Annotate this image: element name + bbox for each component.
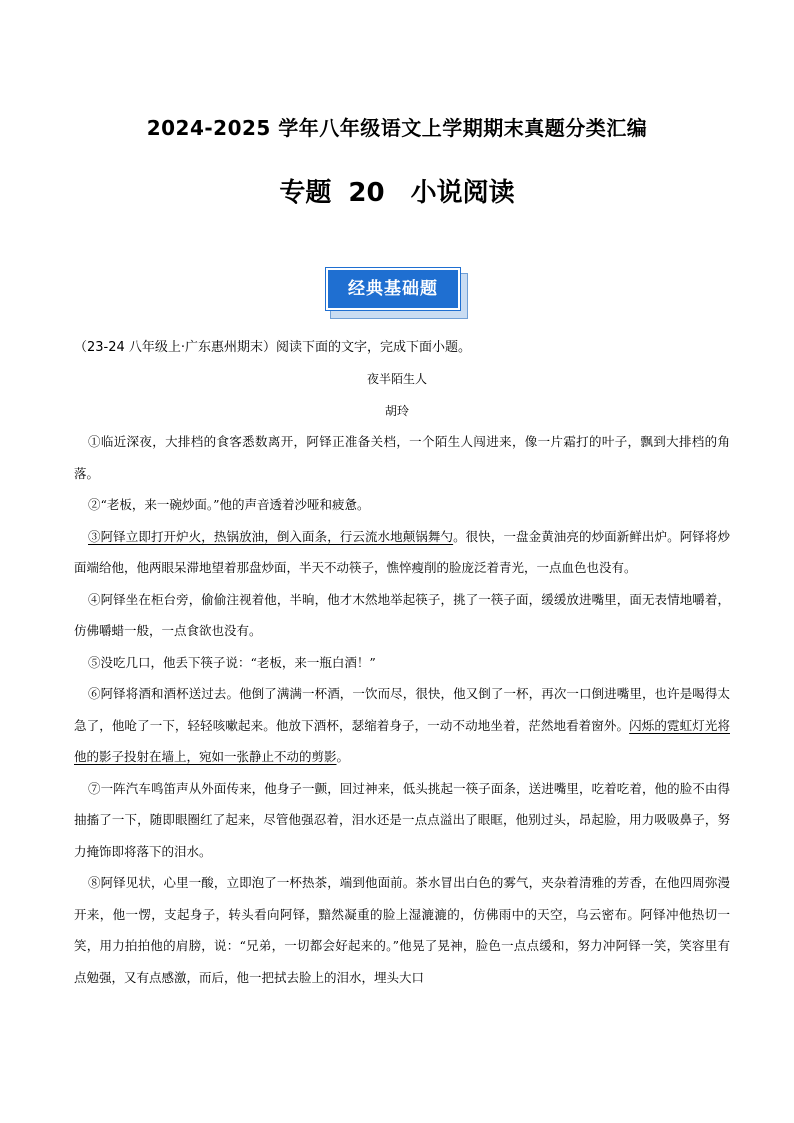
paragraph-text: ①临近深夜，大排档的食客悉数离开，阿铎正准备关档，一个陌生人闯进来，像一片霜打的叶子，飘到大排档的角落。 bbox=[74, 434, 730, 481]
story-paragraph bbox=[74, 426, 730, 489]
badge-label: 经典基础题 bbox=[326, 268, 460, 310]
paragraph-text: 。 bbox=[336, 749, 350, 764]
underlined-sentence: 闪烁的霓虹灯光将他的影子投射在墙上，宛如一张静止不动的剪影 bbox=[74, 717, 730, 764]
paragraph-text: ⑥阿铎将酒和酒杯送过去。他倒了满满一杯酒，一饮而尽，很快，他又倒了一杯，再次一口倒进嘴里，也许是喝得太急了，他呛了一下，轻轻咳嗽起来。他放下酒杯，瑟缩着身子，一动不动地坐着，茫然地看着窗外。 bbox=[74, 686, 730, 733]
question-instruction: 阅读下面的文字，完成下面小题。 bbox=[276, 340, 472, 355]
paragraph-text: ⑤没吃几口，他丢下筷子说：“老板，来一瓶白酒！” bbox=[88, 654, 376, 670]
story-paragraph bbox=[74, 647, 730, 679]
story-paragraph bbox=[74, 773, 730, 868]
story-author: 胡玲 bbox=[384, 404, 409, 418]
section-badge bbox=[326, 268, 468, 320]
story-paragraph bbox=[74, 521, 730, 584]
story-paragraph bbox=[74, 584, 730, 647]
question-source: （23-24 八年级上·广东惠州期末） bbox=[74, 340, 277, 355]
paragraph-text: ⑧阿铎见状，心里一酸，立即泡了一杯热茶，端到他面前。茶水冒出白色的雾气，夹杂着清雅的芳香，在他四周弥漫开来，他一愣，支起身子，转头看向阿铎，黯然凝重的脸上湿漉漉的，仿佛雨中的天空，乌云密布。阿铎冲他热切一笑，用力拍拍他的肩膀，说：“兄弟，一切都会好起来的。”他晃了晃神，脸色一点点缓和，努力冲阿铎一笑，笑容里有点勉强，又有点感激，而后，他一把拭去脸上的泪水，埋头大口 bbox=[74, 875, 730, 985]
underlined-sentence: ③阿铎立即打开炉火，热锅放油，倒入面条，行云流水地颠锅舞勺 bbox=[88, 528, 454, 544]
paragraph-text: ⑦一阵汽车鸣笛声从外面传来，他身子一颤，回过神来，低头挑起一筷子面条，送进嘴里，吃着吃着，他的脸不由得抽搐了一下，随即眼圈红了起来，尽管他强忍着，泪水还是一点点溢出了眼眶，他别过头，昂起脸，用力吸吸鼻子，努力掩饰即将落下的泪水。 bbox=[74, 780, 730, 859]
story-title: 夜半陌生人 bbox=[366, 372, 427, 386]
question-intro bbox=[74, 336, 734, 355]
paragraph-text: 。很快，一盘金黄油亮的炒面新鲜出炉。阿铎将炒面端给他，他两眼呆滞地望着那盘炒面，半天不动筷子，憔悴瘦削的脸庞泛着青光，一点血色也没有。 bbox=[74, 528, 730, 575]
story-paragraph bbox=[74, 678, 730, 773]
story-body bbox=[74, 426, 730, 993]
paragraph-text: ②“老板，来一碗炒面。”他的声音透着沙哑和疲惫。 bbox=[88, 497, 370, 512]
main-title: 2024-2025 学年八年级语文上学期期末真题分类汇编 bbox=[146, 116, 648, 140]
paragraph-text: ④阿铎坐在柜台旁，偷偷注视着他，半晌，他才木然地举起筷子，挑了一筷子面，缓缓放进嘴里，面无表情地嚼着，仿佛嚼蜡一般，一点食欲也没有。 bbox=[74, 591, 730, 638]
story-paragraph bbox=[74, 867, 730, 993]
sub-title: 专题 20 小说阅读 bbox=[279, 178, 515, 208]
story-paragraph bbox=[74, 489, 730, 521]
